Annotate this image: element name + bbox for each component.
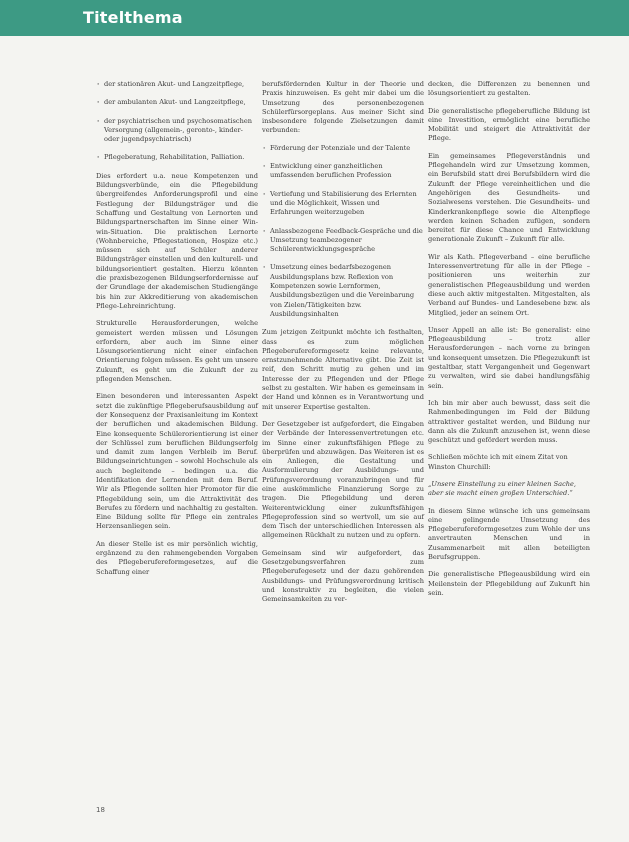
paragraph: Die generalistische pflegeberufliche Bildung ist eine Investition, ermöglicht eine berufliche Mobilität und steigert die Attraktivität der Pflege. bbox=[428, 106, 590, 143]
quote: „Unsere Einstellung zu einer kleinen Sache, aber sie macht einen großen Unterschied.“ bbox=[428, 479, 577, 498]
list-item: · Anlassbezogene Feedback-Gespräche und die Umsetzung teambezogener Schülerentwicklungsgespräche bbox=[262, 227, 424, 255]
text-column-middle bbox=[262, 80, 424, 613]
paragraph: Wir als Kath. Pflegeverband – eine berufliche Interessenvertretung für alle in der Pflege – positionieren uns weiterhin zur generalistischen Pflegeausbildung und werden diese auch aktiv mitgestalten. Mitgestalten, als Verband auf Bundes- und Landesebene bzw. als Mitglied, jeder an seinem Ort. bbox=[428, 252, 590, 317]
bullet-list bbox=[96, 80, 258, 163]
paragraph: Die generalistische Pflegeausbildung wird ein Meilenstein der Pflegebildung auf Zukunft hin sein. bbox=[428, 570, 590, 597]
paragraph: Schließen möchte ich mit einem Zitat von Winston Churchill: bbox=[428, 453, 568, 471]
paragraph: Ich bin mir aber auch bewusst, dass seit die Rahmenbedingungen im Feld der Bildung attraktiver gestaltet werden, und Bildung nur dann als die Zukunft anzusehen ist, wenn diese geschützt und gefördert werden muss. bbox=[428, 398, 590, 445]
paragraph: Ein gemeinsames Pflegeverständnis und Pflegehandeln wird zur Umsetzung kommen, ein Berufsbild statt drei Berufsbildern wird die Zukunft der Pflege vereinheitlichen und die Angehörigen des Gesundheits- und Sozialwesens verstehen. Die Gesundheits- und Kinderkrankenpflege sowie die Altenpflege werden keinen Schaden zufügen, sondern bereitet für diese Chance und Entwicklung generationale Zukunft – Zukunft für alle. bbox=[428, 151, 590, 244]
list-item: · der stationären Akut- und Langzeitpflege, bbox=[96, 80, 258, 89]
paragraph: Der Gesetzgeber ist aufgefordert, die Eingaben der Verbände der Interessenvertretungen etc. im Sinne einer zukunftsfähigen Pflege zu überprüfen und abzuwägen. Das Weiteren ist es ein Anliegen, die Gestaltung und Ausformulierung der Ausbildungs- und Prüfungsverordnung voranzubringen und für eine auskömmliche Finanzierung Sorge zu tragen. Die Pflegebildung und deren Weiterentwicklung einer zukunftsfähigen Pflegeprofession sind so wertvoll, um sie auf dem Tisch der unterschiedlichen Interessen als allgemeinen Rückhalt zu nutzen und zu opfern. bbox=[262, 419, 424, 540]
list-item: · Vertiefung und Stabilisierung des Erlernten und die Möglichkeit, Wissen und Erfahrungen weiterzugeben bbox=[262, 190, 424, 218]
paragraph: decken, die Differenzen zu benennen und lösungsorientiert zu gestalten. bbox=[428, 80, 590, 98]
paragraph: Gemeinsam sind wir aufgefordert, das Gesetzgebungsverfahren zum Pflegeberufegesetz und der dazu gehörenden Ausbildungs- und Prüfungsverordnung kritisch und konstruktiv zu begleiten, die vielen Gemeinsamkeiten zu ver- bbox=[262, 548, 424, 604]
text-column-left bbox=[96, 80, 258, 585]
section-title: Titelthema bbox=[83, 8, 183, 27]
bullet-list bbox=[262, 144, 424, 319]
list-item: · Entwicklung einer ganzheitlichen umfassenden beruflichen Profession bbox=[262, 162, 424, 181]
list-item: · Pflegeberatung, Rehabilitation, Palliation. bbox=[96, 153, 258, 162]
paragraph: In diesem Sinne wünsche ich uns gemeinsam eine gelingende Umsetzung des Pflegeberufereformgesetzes zum Wohle der uns anvertrauten Menschen und in Zusammenarbeit mit allen beteiligten Berufsgruppen. bbox=[428, 506, 590, 562]
page-number: 18 bbox=[96, 806, 105, 814]
paragraph: berufsfördernden Kultur in der Theorie und Praxis hinzuweisen. Es geht mir dabei um die Umsetzung des personenbezogenen Schülerfürsorgeplans. Aus meiner Sicht sind insbesondere folgende Zielsetzungen damit verbunden: bbox=[262, 80, 424, 135]
paragraph: Dies erfordert u.a. neue Kompetenzen und Bildungsverbünde, ein die Pflegebildung übergreifendes Anforderungsprofil und eine Festlegung der Bildungsträger und die Schaffung und Gestaltung von Lernorten und Bildungspartnerschaften im Sinne einer Win-win-Situation. Die praktischen Lernorte (Wohnbereiche, Pflegestationen, Hospize etc.) müssen sich auf Schüler anderer Bildungsträger einstellen und den kulturell- und bildungsorientiert gestalten. Hierzu könnten die praxisbezogenen Bildungserfordernisse auf der Grundlage der akademischen Studiengänge bis hin zur Akkreditierung von akademischen Pflege-Lehreinrichtung. bbox=[96, 171, 258, 310]
list-item: · Umsetzung eines bedarfsbezogenen Ausbildungsplans bzw. Reflexion von Kompetenzen sowie Lernformen, Ausbildungsbezügen und die Vereinbarung von Zielen/Tätigkeiten bzw. Ausbildungsinhalten bbox=[262, 263, 424, 319]
text-column-right bbox=[428, 80, 590, 606]
paragraph: Strukturelle Herausforderungen, welche gemeistert werden müssen und Lösungen erfordern, aber auch im Sinne einer Lösungsorientierung nicht einer einfachen Orientierung folgen müssen. Es geht um unsere Zukunft, es geht um die Zukunft der zu pflegenden Menschen. bbox=[96, 319, 258, 384]
paragraph: An dieser Stelle ist es mir persönlich wichtig, ergänzend zu den rahmengebenden Vorgaben des Pflegeberufereformgesetzes, auf die Schaffung einer bbox=[96, 539, 258, 576]
paragraph: Unser Appell an alle ist: Be generalist: eine Pflegeausbildung – trotz aller Herausforderungen – nach vorne zu bringen und konsequent umsetzen. Die Pflegezukunft ist gestaltbar, statt Vergangenheit und Gegenwart zu verwalten, wird sie dabei handlungsfähig sein. bbox=[428, 325, 590, 390]
list-item: · der psychiatrischen und psychosomatischen Versorgung (allgemein-, geronto-, kinder- oder jugendpsychiatrisch) bbox=[96, 117, 258, 145]
list-item: · Förderung der Potenziale und der Talente bbox=[262, 144, 424, 153]
paragraph: Zum jetzigen Zeitpunkt möchte ich festhalten, dass es zum möglichen Pflegeberufereformgesetz keine relevante, ernstzunehmende Alternative gibt. Die Zeit ist reif, den Schritt mutig zu gehen und im Interesse der zu Pflegenden und der Pflege selbst zu gestalten. Wir haben es gemeinsam in der Hand und können es in Verantwortung und mit unserer Expertise gestalten. bbox=[262, 328, 424, 411]
list-item: · der ambulanten Akut- und Langzeitpflege, bbox=[96, 98, 258, 107]
paragraph: Einen besonderen und interessanten Aspekt setzt die zukünftige Pflegeberufsausbildung auf der Konsequenz der Praxisanleitung im Kontext der beruflichen und akademischen Bildung. Eine konsequente Schülerorientierung ist einer der Schlüssel zum beruflichen Bildungserfolg und damit zum langen Verbleib im Beruf. Bildungseinrichtungen – sowohl Hochschule als auch begleitende – bedingen u.a. die Identifikation der Lernenden mit dem Beruf. Wir als Pflegende sollten hier Promotor für die Pflegebildung sein, um die Attraktivität des Berufes zu fördern und nachhaltig zu gestalten. Eine Bildung sollte für Pflege ein zentrales Herzensanliegen sein. bbox=[96, 392, 258, 531]
section-header bbox=[0, 0, 629, 36]
